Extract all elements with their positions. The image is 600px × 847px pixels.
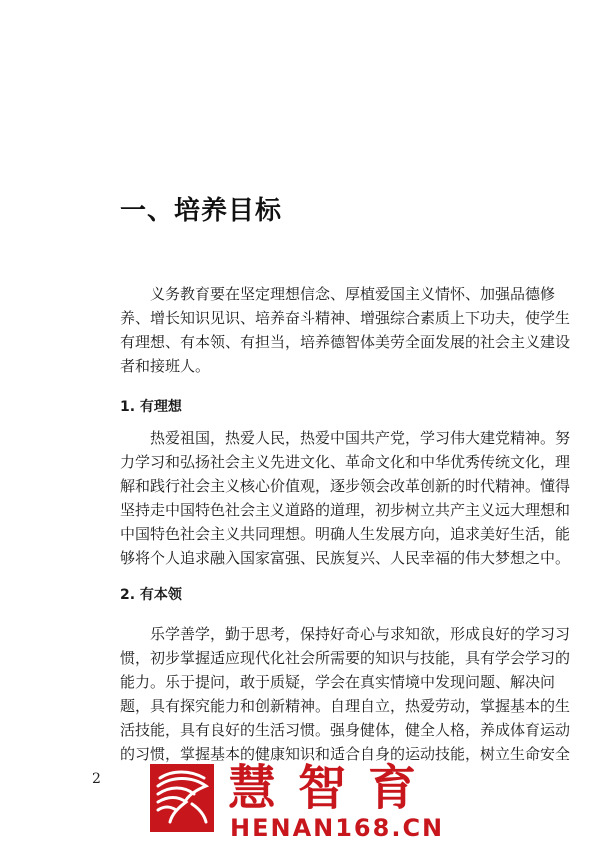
chapter-heading: 一、培养目标 (120, 196, 283, 226)
paragraph-line: 有理想、有本领、有担当，培养德智体美劳全面发展的社会主义建设 (120, 333, 571, 351)
paragraph-line: 题，具有探究能力和创新精神。自理自立，热爱劳动，掌握基本的生 (120, 697, 571, 715)
paragraph-line: 者和接班人。 (120, 357, 211, 375)
section-heading-ideals: 1. 有理想 (120, 399, 182, 415)
paragraph-line: 热爱祖国，热爱人民，热爱中国共产党，学习伟大建党精神。努 (120, 429, 571, 447)
section-paragraph-ideals (120, 426, 571, 570)
paragraph-line: 活技能，具有良好的生活习惯。强身健体，健全人格，养成体育运动 (120, 721, 571, 739)
paragraph-line: 惯，初步掌握适应现代化社会所需要的知识与技能，具有学会学习的 (120, 649, 571, 667)
watermark-brand-name: 慧智育 (228, 760, 439, 816)
paragraph-line: 义务教育要在坚定理想信念、厚植爱国主义情怀、加强品德修 (120, 285, 556, 303)
intro-paragraph (120, 282, 571, 378)
paragraph-line: 能力。乐于提问，敢于质疑，学会在真实情境中发现问题、解决问 (120, 673, 556, 691)
paragraph-line: 中国特色社会主义共同理想。明确人生发展方向，追求美好生活，能 (120, 525, 571, 543)
paragraph-line: 坚持走中国特色社会主义道路的道理，初步树立共产主义远大理想和 (120, 501, 571, 519)
paragraph-line: 的习惯，掌握基本的健康知识和适合自身的运动技能，树立生命安全 (120, 745, 571, 763)
wave-logo-graphic (150, 764, 214, 832)
section-paragraph-abilities (120, 622, 571, 766)
paragraph-line: 够将个人追求融入国家富强、民族复兴、人民幸福的伟大梦想之中。 (120, 549, 571, 567)
paragraph-line: 解和践行社会主义核心价值观，逐步领会改革创新的时代精神。懂得 (120, 477, 571, 495)
wave-logo-icon (150, 764, 214, 832)
paragraph-line: 力学习和弘扬社会主义先进文化、革命文化和中华优秀传统文化，理 (120, 453, 571, 471)
section-heading-abilities: 2. 有本领 (120, 587, 182, 603)
paragraph-line: 养、增长知识见识、培养奋斗精神、增强综合素质上下功夫，使学生 (120, 309, 571, 327)
watermark-domain: HENAN168.CN (230, 814, 445, 842)
page-number: 2 (92, 771, 101, 787)
paragraph-line: 乐学善学，勤于思考，保持好奇心与求知欲，形成良好的学习习 (120, 625, 571, 643)
